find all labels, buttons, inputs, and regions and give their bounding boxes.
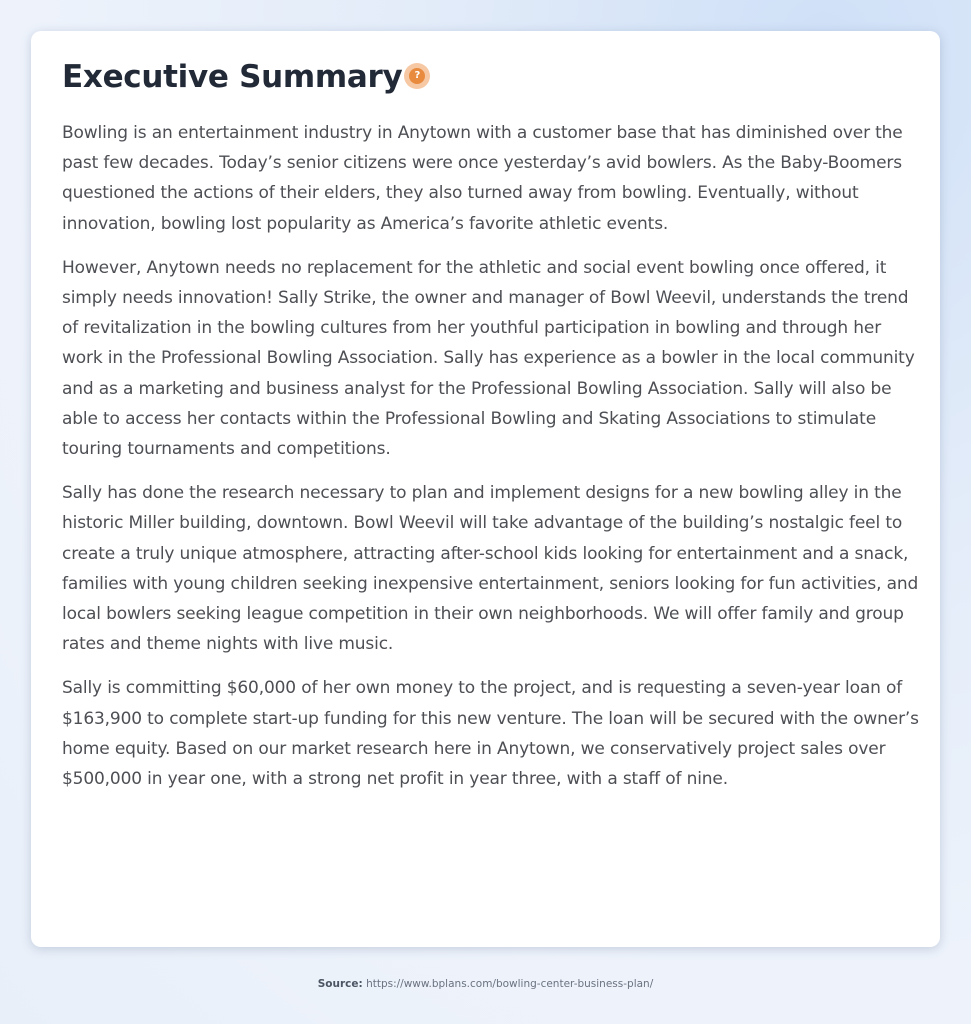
paragraph-4: Sally is committing $60,000 of her own money to the project, and is requesting a seven-year loan of $163,900 to complete start-up funding for this new venture. The loan will be secured with the owner’s home equity. Based on our market research here in Anytown, we conservatively project sales over $500,000 in year one, with a strong net profit in year three, with a staff of nine. [62, 678, 919, 790]
page-title: Executive Summary [62, 59, 403, 95]
source-caption [0, 978, 971, 990]
summary-body [62, 118, 922, 794]
help-icon[interactable] [404, 63, 430, 89]
source-url[interactable]: https://www.bplans.com/bowling-center-business-plan/ [366, 978, 654, 990]
title-row [62, 57, 940, 97]
paragraph-1: Bowling is an entertainment industry in Anytown with a customer base that has diminished over the past few decades. Today’s senior citizens were once yesterday’s avid bowlers. As the Baby-Boomers questioned the actions of their elders, they also turned away from bowling. Eventually, without innovation, bowling lost popularity as America’s favorite athletic events. [62, 123, 903, 234]
executive-summary-card [31, 31, 940, 947]
question-mark-glyph: ? [409, 68, 425, 84]
paragraph-2: However, Anytown needs no replacement for the athletic and social event bowling once offered, it simply needs innovation! Sally Strike, the owner and manager of Bowl Weevil, understands the trend of revitalization in the bowling cultures from her youthful participation in bowling and through her work in the Professional Bowling Association. Sally has experience as a bowler in the local community and as a marketing and business analyst for the Professional Bowling Association. Sally will also be able to access her contacts within the Professional Bowling and Skating Associations to stimulate touring tournaments and competitions. [62, 257, 915, 460]
source-label: Source: [317, 978, 363, 990]
paragraph-3: Sally has done the research necessary to plan and implement designs for a new bowling alley in the historic Miller building, downtown. Bowl Weevil will take advantage of the building’s nostalgic feel to create a truly unique atmosphere, attracting after-school kids looking for entertainment and a snack, families with young children seeking inexpensive entertainment, seniors looking for fun activities, and local bowlers seeking league competition in their own neighborhoods. We will offer family and group rates and theme nights with live music. [62, 483, 919, 655]
